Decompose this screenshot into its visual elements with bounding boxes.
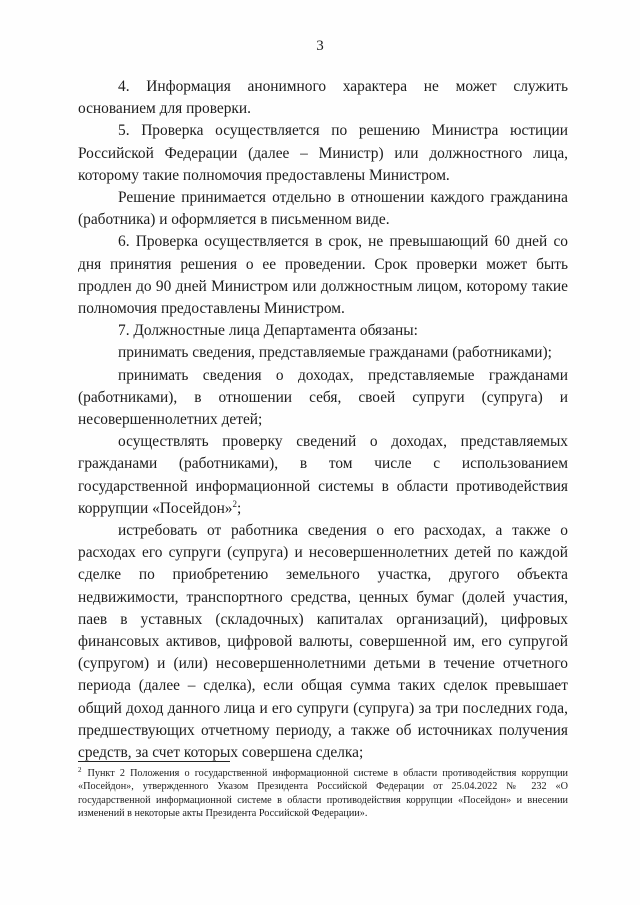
paragraph-item-6: 6. Проверка осуществляется в срок, не превышающий 60 дней со дня принятия решения о ее проведении. Срок проверки может быть продлен до 90 дней Министром или должностным лицом, которому такие полномочия предоставлены Министром. (78, 233, 568, 318)
paragraph-item-4: 4. Информация анонимного характера не может служить основанием для проверки. (78, 78, 568, 118)
footnote-mark: 2 (78, 765, 82, 774)
duty-verify-income-text: осуществлять проверку сведений о доходах, представляемых гражданами (работниками), в том числе с использованием государственной информационной системы в области противодействия коррупции «Посейдон» (78, 433, 568, 517)
duty-verify-income (78, 431, 568, 520)
duty-accept-income: принимать сведения о доходах, представляемые гражданами (работниками), в отношении себя, своей супруги (супруга) и несовершеннолетних детей; (78, 366, 568, 429)
footnote-divider (78, 761, 230, 762)
page-number: 3 (316, 38, 324, 54)
footnote-reference: 2 (232, 498, 237, 509)
paragraph-decision: Решение принимается отдельно в отношении каждого гражданина (работника) и оформляется в письменном виде. (78, 189, 568, 229)
duty-request-expenses: истребовать от работника сведения о его расходах, а также о расходах его супруги (супруга) и несовершеннолетних детей по каждой сделке по приобретению земельного участка, другого объекта недвижимости, транспортного средства, ценных бумаг (долей участия, паев в уставных (складочных) капиталах организаций), цифровых финансовых активов, цифровой валюты, совершенной им, его супругой (супругом) и (или) несовершеннолетними детьми в течение отчетного периода (далее – сделка), если общая сумма таких сделок превышает общий доход данного лица и его супруги (супруга) за три последних года, предшествующих отчетному периоду, а также об источниках получения средств, за счет которых совершена сделка; (78, 522, 568, 762)
footnote-text: Пункт 2 Положения о государственной информационной системе в области противодействия коррупции «Посейдон», утвержденного Указом Президента Российской Федерации от 25.04.2022 № 232 «О государственной информационной системе в области противодействия коррупции «Посейдон» и внесении изменений в некоторые акты Президента Российской Федерации». (78, 768, 568, 820)
duty-accept-info: принимать сведения, представляемые гражданами (работниками); (118, 344, 552, 362)
footnote-paragraph (78, 767, 568, 821)
document-body (78, 76, 568, 764)
footnote-reference-suffix: ; (237, 499, 242, 517)
footnote (78, 767, 568, 821)
paragraph-item-5: 5. Проверка осуществляется по решению Министра юстиции Российской Федерации (далее – Министр) или должностного лица, которому такие полномочия предоставлены Министром. (78, 122, 568, 184)
paragraph-item-7: 7. Должностные лица Департамента обязаны: (118, 322, 418, 340)
